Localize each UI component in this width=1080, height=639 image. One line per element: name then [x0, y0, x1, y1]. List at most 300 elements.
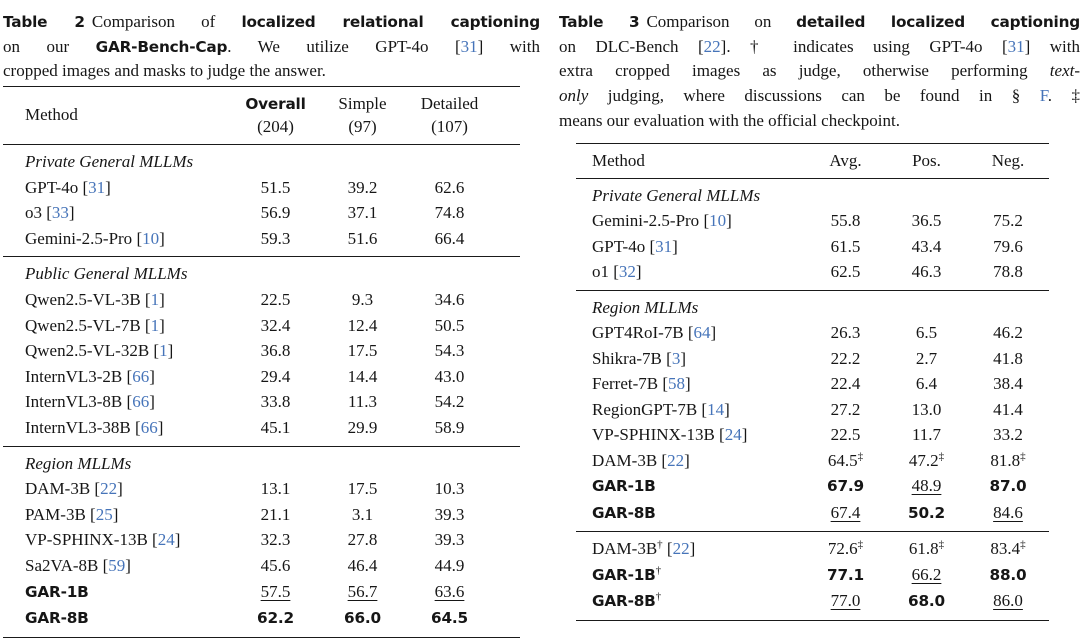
metric-value: 87.0: [989, 477, 1027, 496]
citation-link[interactable]: 66: [132, 392, 150, 412]
metric-value: 11.3: [347, 392, 378, 412]
metric-value: 17.5: [347, 479, 378, 499]
citation-link[interactable]: 25: [95, 504, 113, 524]
metric-value: 55.8: [830, 211, 861, 231]
citation-link[interactable]: 22: [100, 479, 118, 499]
method-cell: RegionGPT-7B [14]: [592, 399, 730, 419]
value-cell: [886, 562, 967, 589]
metric-value: 59.3: [260, 228, 291, 248]
table-header-row: [576, 144, 1049, 179]
metric-value: 43.0: [434, 366, 465, 386]
value-cell: [232, 338, 319, 364]
table-row: [576, 422, 1049, 448]
value-cell: [232, 313, 319, 339]
value-cell: [886, 536, 967, 562]
metric-value: 62.6: [434, 177, 465, 197]
method-name: GPT4RoI-7B: [592, 323, 684, 343]
value-cell: [805, 234, 886, 260]
metric-value: 66.2: [911, 564, 942, 584]
value-cell: [967, 371, 1049, 397]
caption-line: [559, 109, 1080, 134]
table-row: [3, 200, 520, 226]
caption-bold-text: localized relational captioning: [241, 13, 540, 31]
value-cell: [805, 320, 886, 346]
value-cell: [319, 175, 406, 201]
method-cell: GPT-4o [31]: [25, 177, 111, 197]
table2-panel: [3, 0, 540, 638]
value-cell: [406, 338, 493, 364]
citation-link[interactable]: 22: [672, 539, 690, 559]
value-cell: [886, 448, 967, 474]
value-cell: [319, 200, 406, 226]
caption-line: [3, 10, 540, 35]
column-header-label: Simple: [338, 94, 387, 114]
method-name: Qwen2.5-VL-32B: [25, 341, 150, 361]
citation-link[interactable]: 22: [703, 36, 721, 56]
method-cell: VP-SPHINX-13B [24]: [592, 425, 748, 445]
table-header-row: [3, 87, 520, 145]
caption-bold-text: GAR-Bench-Cap: [95, 37, 228, 56]
method-name: GAR-1B: [25, 582, 89, 601]
metric-value: 68.0: [908, 592, 945, 611]
method-cell: Gemini-2.5-Pro [10]: [25, 228, 165, 248]
value-cell: [406, 226, 493, 252]
method-cell: DAM-3B [22]: [25, 479, 123, 499]
citation-link[interactable]: 59: [108, 556, 126, 576]
value-cell: [805, 371, 886, 397]
value-cell: [406, 415, 493, 441]
citation-link[interactable]: 14: [707, 399, 725, 419]
value-cell: [805, 536, 886, 562]
method-cell: DAM-3B [22]: [592, 450, 690, 470]
value-cell: [319, 338, 406, 364]
metric-value: 48.9: [911, 476, 942, 496]
table-row: [576, 320, 1049, 346]
metric-value: 51.6: [347, 228, 378, 248]
method-name: GAR-1B: [592, 565, 656, 584]
citation-link[interactable]: 31: [655, 236, 673, 256]
method-name: Sa2VA-8B: [25, 556, 99, 576]
column-header-count: (107): [431, 117, 468, 137]
value-cell: [319, 527, 406, 553]
caption-line: [559, 35, 1080, 60]
caption-text: . We utilize GPT-4o [: [227, 36, 461, 56]
method-cell: [576, 500, 805, 527]
metric-value: 17.5: [347, 341, 378, 361]
table-row: [576, 208, 1049, 234]
metric-value: 45.1: [260, 418, 291, 438]
metric-value: 64.5: [431, 609, 468, 628]
table-row: [576, 500, 1049, 527]
value-cell: [967, 562, 1049, 589]
value-cell: [967, 536, 1049, 562]
metric-value: 12.4: [347, 315, 378, 335]
value-cell: [967, 500, 1049, 527]
method-name: o3: [25, 203, 42, 223]
value-cell: [886, 346, 967, 372]
method-cell: [576, 473, 805, 500]
section-title: Public General MLLMs: [25, 264, 188, 284]
value-cell: [967, 320, 1049, 346]
table2: [3, 86, 520, 638]
metric-value: 41.4: [993, 399, 1023, 419]
table3-panel: [559, 0, 1080, 621]
method-name: VP-SPHINX-13B: [25, 530, 148, 550]
method-name: InternVL3-8B: [25, 392, 123, 412]
method-name: GAR-8B: [592, 503, 656, 522]
table-row: [3, 364, 520, 390]
method-name: GAR-1B: [592, 477, 656, 496]
caption-text: means our evaluation with the official checkpoint.: [559, 110, 900, 130]
value-cell: [967, 259, 1049, 285]
method-name: InternVL3-38B: [25, 418, 131, 438]
table-row: [576, 562, 1049, 589]
value-cell: [886, 371, 967, 397]
method-name: GPT-4o: [592, 236, 646, 256]
value-cell: [886, 500, 967, 527]
method-cell: GPT4RoI-7B [64]: [592, 323, 717, 343]
metric-value: 61.5: [830, 236, 861, 256]
caption-text: on our: [3, 36, 96, 56]
method-name: Qwen2.5-VL-7B: [25, 315, 141, 335]
method-cell: o1 [32]: [592, 262, 642, 282]
citation-link[interactable]: 1: [150, 290, 160, 310]
table-section: [576, 532, 1049, 620]
dagger-superscript: †: [657, 538, 663, 551]
value-cell: [319, 364, 406, 390]
value-cell: [406, 502, 493, 528]
method-name: GAR-8B: [25, 609, 89, 628]
metric-value: 56.9: [260, 203, 291, 223]
metric-value: 77.0: [830, 591, 861, 611]
metric-value: 33.2: [993, 425, 1023, 445]
column-header: [886, 149, 967, 173]
method-cell: [576, 562, 805, 589]
value-cell: [319, 313, 406, 339]
metric-value: 44.9: [434, 556, 465, 576]
metric-value: 46.4: [347, 556, 378, 576]
caption-italic-text: text-: [1049, 61, 1080, 81]
caption-text: Comparison on: [646, 12, 797, 31]
table-row: [576, 371, 1049, 397]
value-cell: [319, 287, 406, 313]
citation-link[interactable]: 31: [1007, 36, 1025, 56]
value-cell: [886, 208, 967, 234]
metric-value: 39.3: [434, 504, 465, 524]
value-cell: [805, 422, 886, 448]
table-row: [576, 473, 1049, 500]
method-cell: InternVL3-2B [66]: [25, 366, 155, 386]
metric-value: 54.3: [434, 341, 465, 361]
value-cell: [967, 346, 1049, 372]
value-cell: [886, 320, 967, 346]
metric-value: 43.4: [911, 236, 942, 256]
metric-value: 66.4: [434, 228, 465, 248]
table-section: [3, 447, 520, 637]
table-section: [576, 179, 1049, 291]
value-cell: [232, 389, 319, 415]
metric-value: 58.9: [434, 418, 465, 438]
double-dagger-superscript: ‡: [1020, 538, 1026, 551]
citation-link[interactable]: 10: [142, 228, 160, 248]
method-name: InternVL3-2B: [25, 366, 123, 386]
metric-value: 32.4: [260, 315, 291, 335]
method-cell: VP-SPHINX-13B [24]: [25, 530, 181, 550]
table-row: [3, 579, 520, 606]
table-section: [576, 291, 1049, 533]
method-name: Gemini-2.5-Pro: [592, 211, 700, 231]
method-name: Shikra-7B: [592, 348, 662, 368]
metric-value: 37.1: [347, 203, 378, 223]
method-name: Ferret-7B: [592, 374, 659, 394]
metric-value: 9.3: [351, 290, 374, 310]
caption-text: on DLC-Bench [: [559, 36, 704, 56]
method-cell: DAM-3B† [22]: [592, 538, 696, 559]
value-cell: [805, 448, 886, 474]
value-cell: [232, 287, 319, 313]
metric-value: 66.0: [344, 609, 381, 628]
metric-value: 39.3: [434, 530, 465, 550]
method-cell: Ferret-7B [58]: [592, 374, 691, 394]
metric-value: 79.6: [993, 236, 1023, 256]
table-row: [3, 313, 520, 339]
table-row: [3, 389, 520, 415]
metric-value: 62.5: [830, 262, 861, 282]
value-cell: [406, 200, 493, 226]
value-cell: [967, 448, 1049, 474]
metric-value: 22.4: [830, 374, 861, 394]
citation-link[interactable]: 31: [88, 177, 106, 197]
metric-value: 81.8: [990, 450, 1021, 470]
citation-link[interactable]: 24: [724, 425, 742, 445]
metric-value: 41.8: [993, 348, 1023, 368]
caption-text: Comparison of: [91, 12, 242, 31]
value-cell: [805, 562, 886, 589]
metric-value: 13.0: [911, 399, 942, 419]
citation-link[interactable]: 24: [157, 530, 175, 550]
metric-value: 11.7: [911, 425, 942, 445]
value-cell: [805, 397, 886, 423]
metric-value: 29.4: [260, 366, 291, 386]
method-cell: InternVL3-8B [66]: [25, 392, 155, 412]
value-cell: [406, 579, 493, 606]
metric-value: 14.4: [347, 366, 378, 386]
value-cell: [406, 364, 493, 390]
value-cell: [805, 346, 886, 372]
caption-line: [3, 59, 540, 84]
caption-text: judging, where discussions can be found in §: [588, 86, 1040, 106]
value-cell: [805, 588, 886, 615]
metric-value: 63.6: [434, 581, 465, 601]
column-header: [232, 92, 319, 138]
citation-link[interactable]: 32: [618, 262, 636, 282]
value-cell: [967, 208, 1049, 234]
method-name: Gemini-2.5-Pro: [25, 228, 133, 248]
value-cell: [805, 259, 886, 285]
metric-value: 27.8: [347, 530, 378, 550]
caption-text: ] with: [477, 36, 540, 56]
metric-value: 51.5: [260, 177, 291, 197]
table-row: [576, 234, 1049, 260]
metric-value: 26.3: [830, 323, 861, 343]
metric-value: 36.5: [911, 211, 942, 231]
metric-value: 67.4: [830, 502, 861, 522]
value-cell: [886, 473, 967, 500]
metric-value: 88.0: [989, 565, 1027, 584]
citation-link[interactable]: 66: [132, 366, 150, 386]
method-name: VP-SPHINX-13B: [592, 425, 715, 445]
method-name: Qwen2.5-VL-3B: [25, 290, 141, 310]
table-row: [3, 415, 520, 441]
column-header: [406, 92, 493, 138]
dagger-superscript: †: [655, 563, 662, 576]
table-row: [3, 175, 520, 201]
value-cell: [319, 579, 406, 606]
method-name: RegionGPT-7B: [592, 399, 698, 419]
table3-caption: [559, 0, 1080, 134]
value-cell: [805, 500, 886, 527]
citation-link[interactable]: 66: [140, 418, 158, 438]
metric-value: 45.6: [260, 556, 291, 576]
table-row: [3, 226, 520, 252]
metric-value: 61.8: [908, 539, 939, 559]
value-cell: [967, 234, 1049, 260]
table-row: [576, 346, 1049, 372]
value-cell: [232, 502, 319, 528]
citation-link[interactable]: 1: [159, 341, 168, 361]
citation-link[interactable]: 3: [671, 348, 681, 368]
method-cell: o3 [33]: [25, 203, 75, 223]
value-cell: [406, 553, 493, 579]
citation-link[interactable]: F: [1039, 86, 1048, 106]
caption-line: [559, 59, 1080, 84]
method-cell: [3, 605, 232, 632]
double-dagger-superscript: ‡: [857, 538, 864, 551]
value-cell: [232, 605, 319, 632]
value-cell: [406, 527, 493, 553]
caption-italic-text: only: [559, 86, 589, 106]
metric-value: 27.2: [830, 399, 861, 419]
table-section: [3, 145, 520, 257]
citation-link[interactable]: 33: [51, 203, 69, 223]
table-row: [3, 553, 520, 579]
citation-link[interactable]: 64: [693, 323, 711, 343]
metric-value: 33.8: [260, 392, 291, 412]
dagger-superscript: †: [655, 590, 662, 603]
table-row: [576, 448, 1049, 474]
value-cell: [406, 313, 493, 339]
metric-value: 22.5: [830, 425, 861, 445]
metric-value: 34.6: [434, 290, 465, 310]
method-name: o1: [592, 262, 609, 282]
value-cell: [967, 397, 1049, 423]
metric-value: 75.2: [993, 211, 1023, 231]
method-cell: Qwen2.5-VL-3B [1]: [25, 290, 165, 310]
metric-value: 62.2: [257, 609, 294, 628]
table-row: [3, 605, 520, 632]
value-cell: [232, 553, 319, 579]
citation-link[interactable]: 58: [668, 374, 686, 394]
method-name: DAM-3B: [592, 450, 658, 470]
method-cell: GPT-4o [31]: [592, 236, 678, 256]
value-cell: [406, 175, 493, 201]
metric-value: 74.8: [434, 203, 465, 223]
metric-value: 72.6: [827, 539, 858, 559]
citation-link[interactable]: 22: [667, 450, 685, 470]
value-cell: [406, 287, 493, 313]
value-cell: [319, 226, 406, 252]
table-row: [3, 287, 520, 313]
table-row: [576, 536, 1049, 562]
value-cell: [232, 415, 319, 441]
column-header: [805, 149, 886, 173]
metric-value: 86.0: [993, 591, 1023, 611]
value-cell: [319, 415, 406, 441]
method-cell: [3, 579, 232, 606]
value-cell: [319, 605, 406, 632]
method-name: PAM-3B: [25, 504, 86, 524]
citation-link[interactable]: 31: [460, 36, 478, 56]
caption-line: [559, 10, 1080, 35]
caption-bold-text: detailed localized captioning: [796, 13, 1080, 31]
value-cell: [319, 476, 406, 502]
metric-value: 36.8: [260, 341, 291, 361]
table-row: [3, 527, 520, 553]
caption-text: . ‡: [1047, 86, 1080, 106]
value-cell: [967, 588, 1049, 615]
table-row: [576, 259, 1049, 285]
value-cell: [232, 476, 319, 502]
method-cell: Shikra-7B [3]: [592, 348, 686, 368]
table-row: [576, 588, 1049, 615]
section-title: Region MLLMs: [25, 453, 132, 473]
double-dagger-superscript: ‡: [938, 449, 945, 462]
method-cell: Sa2VA-8B [59]: [25, 556, 131, 576]
value-cell: [319, 553, 406, 579]
metric-value: 77.1: [827, 565, 864, 584]
caption-line: [3, 35, 540, 60]
caption-text: cropped images and masks to judge the answer.: [3, 61, 326, 81]
metric-value: 46.2: [993, 323, 1023, 343]
section-title: Private General MLLMs: [592, 185, 761, 205]
value-cell: [886, 422, 967, 448]
citation-link[interactable]: 10: [709, 211, 727, 231]
value-cell: [967, 473, 1049, 500]
value-cell: [232, 579, 319, 606]
metric-value: 50.2: [908, 503, 945, 522]
table-row: [3, 476, 520, 502]
section-title: Region MLLMs: [592, 297, 699, 317]
column-header-method: Method: [25, 105, 78, 125]
column-header-method: Method: [592, 150, 645, 170]
metric-value: 13.1: [260, 479, 291, 499]
table-section: [3, 257, 520, 446]
value-cell: [886, 234, 967, 260]
table-row: [3, 502, 520, 528]
metric-value: 2.7: [915, 348, 938, 368]
metric-value: 78.8: [993, 262, 1023, 282]
method-name: GAR-8B: [592, 592, 656, 611]
value-cell: [886, 259, 967, 285]
citation-link[interactable]: 1: [150, 315, 160, 335]
metric-value: 64.5: [827, 450, 858, 470]
metric-value: 46.3: [911, 262, 942, 282]
caption-line: [559, 84, 1080, 109]
column-header-label: Overall: [245, 95, 306, 114]
metric-value: 67.9: [827, 477, 864, 496]
metric-value: 47.2: [908, 450, 939, 470]
method-name: DAM-3B: [592, 539, 658, 559]
